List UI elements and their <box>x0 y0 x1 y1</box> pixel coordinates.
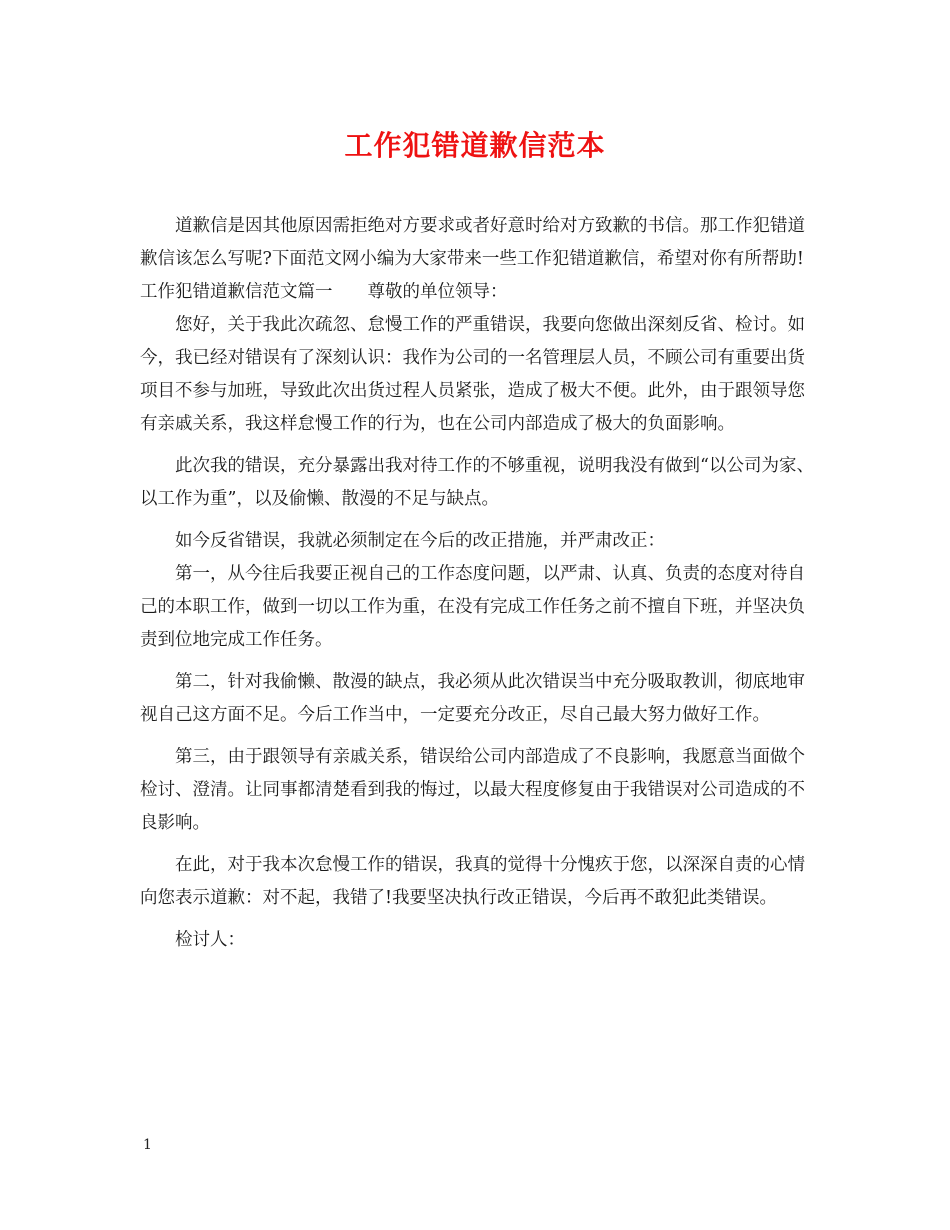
body-paragraph: 第二，针对我偷懒、散漫的缺点，我必须从此次错误当中充分吸取教训，彻底地审视自己这方面不足。今后工作当中，一定要充分改正，尽自己最大努力做好工作。 <box>140 672 805 725</box>
document-title: 工作犯错道歉信范本 <box>344 129 606 162</box>
body-paragraph: 第三，由于跟领导有亲戚关系，错误给公司内部造成了不良影响，我愿意当面做个检讨、澄清。让同事都清楚看到我的悔过，以最大程度修复由于我错误对公司造成的不良影响。 <box>140 747 805 833</box>
body-paragraph: 此次我的错误，充分暴露出我对待工作的不够重视，说明我没有做到“以公司为家、以工作为重”，以及偷懒、散漫的不足与缺点。 <box>140 456 814 509</box>
body-paragraph: 您好，关于我此次疏忽、怠慢工作的严重错误，我要向您做出深刻反省、检讨。如今，我已经对错误有了深刻认识：我作为公司的一名管理层人员，不顾公司有重要出货项目不参与加班，导致此次出货过程人员紧张，造成了极大不便。此外，由于跟领导您有亲戚关系，我这样怠慢工作的行为，也在公司内部造成了极大的负面影响。 <box>140 315 805 434</box>
section-heading-and-salutation: 工作犯错道歉信范文篇一 尊敬的单位领导： <box>140 282 508 302</box>
signature-line: 检讨人： <box>175 930 245 950</box>
document-body <box>140 210 820 957</box>
body-paragraph: 如今反省错误，我就必须制定在今后的改正措施，并严肃改正： <box>175 531 665 551</box>
body-paragraph: 在此，对于我本次怠慢工作的错误，我真的觉得十分愧疚于您，以深深自责的心情向您表示道歉：对不起，我错了!我要坚决执行改正错误，今后再不敢犯此类错误。 <box>140 855 805 908</box>
intro-paragraph: 道歉信是因其他原因需拒绝对方要求或者好意时给对方致歉的书信。那工作犯错道歉信该怎么写呢?下面范文网小编为大家带来一些工作犯错道歉信，希望对你有所帮助! <box>140 216 805 269</box>
body-paragraph: 第一，从今往后我要正视自己的工作态度问题，以严肃、认真、负责的态度对待自己的本职工作，做到一切以工作为重，在没有完成工作任务之前不擅自下班，并坚决负责到位地完成工作任务。 <box>140 564 805 650</box>
page-number: 1 <box>143 1137 152 1153</box>
